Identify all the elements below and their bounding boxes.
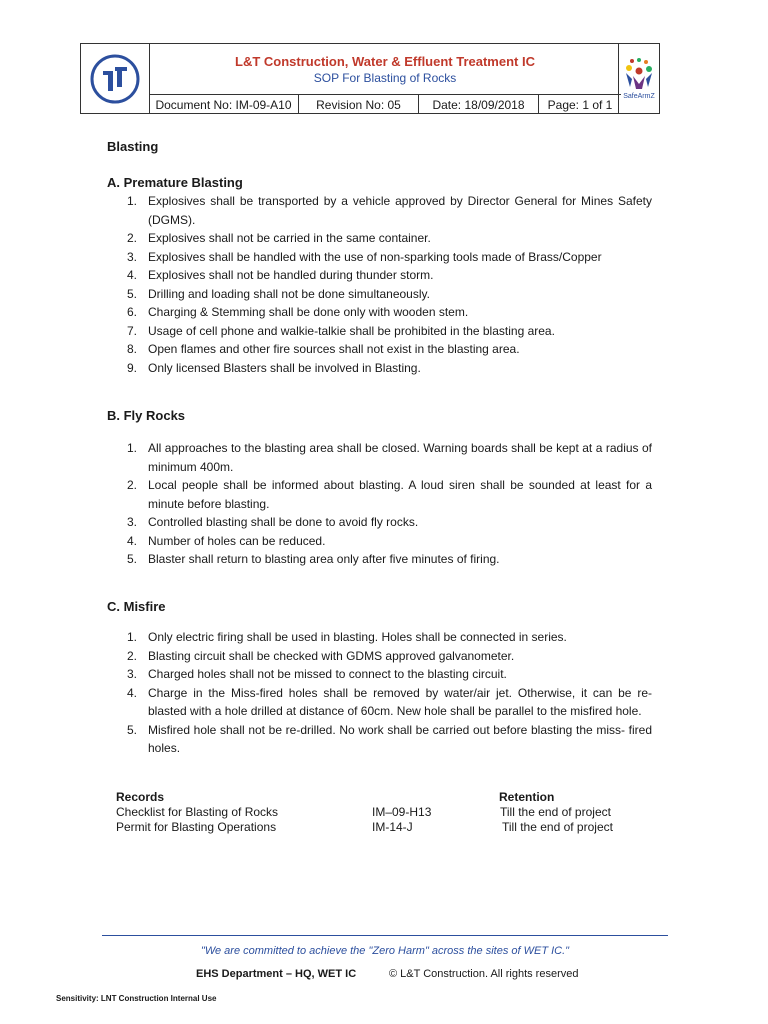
list-item: 5. Drilling and loading shall not be done simultaneously. (127, 286, 430, 301)
safearmz-figures-icon (622, 57, 656, 91)
footer-slogan: "We are committed to achieve the "Zero Harm" across the sites of WET IC." (200, 945, 570, 957)
list-item: 4. Explosives shall not be handled during thunder storm. (127, 268, 434, 282)
record-retention: Till the end of project (502, 820, 613, 834)
footer-department: EHS Department – HQ, WET IC (196, 968, 357, 980)
list-item: 3. Explosives shall be handled with the use of non-sparking tools made of Brass/Copper (127, 249, 602, 264)
list-item: 2. Explosives shall not be carried in the same container. (127, 231, 431, 245)
page-number: Page: 1 of 1 (547, 97, 613, 112)
record-name: Checklist for Blasting of Rocks (116, 805, 279, 819)
list-item: 4. Charge in the Miss-fired holes shall be removed by water/air jet. Otherwise, it can be re- blasted with a hole drilled at distance of 60cm. New hole shall be parallel to the misfired hole. (127, 685, 652, 718)
lt-logo (81, 44, 150, 113)
section-a-title: A. Premature Blasting (107, 175, 243, 190)
record-code: IM–09-H13 (372, 805, 432, 819)
record-name: Permit for Blasting Operations (116, 820, 277, 834)
document-meta-row (149, 94, 621, 114)
list-item: 2. Local people shall be informed about blasting. A loud siren shall be sounded at least for a minute before blasting. (127, 478, 652, 511)
list-item: 2. Blasting circuit shall be checked with GDMS approved galvanometer. (127, 648, 515, 663)
safearmz-logo (618, 44, 659, 113)
sop-title: SOP For Blasting of Rocks (313, 71, 457, 85)
sensitivity-label: Sensitivity: LNT Construction Internal Use (56, 994, 217, 1003)
section-c-title: C. Misfire (107, 599, 166, 614)
footer-divider (102, 935, 668, 936)
list-item: 5. Misfired hole shall not be re-drilled. No work shall be carried out before blasting the miss- fired holes. (127, 722, 652, 755)
record-retention: Till the end of project (500, 805, 611, 819)
document-number: Document No: IM-09-A10 (149, 95, 299, 114)
records-header: Records (116, 790, 165, 804)
lt-logo-icon (89, 53, 141, 105)
list-item: 1. All approaches to the blasting area shall be closed. Warning boards shall be kept at a radius of minimum 400m. (127, 441, 652, 474)
list-item: 3. Controlled blasting shall be done to avoid fly rocks. (127, 515, 419, 529)
footer-rights: © L&T Construction. All rights reserved (389, 968, 579, 980)
main-heading: Blasting (107, 139, 159, 154)
record-code: IM-14-J (372, 820, 413, 834)
list-item: 6. Charging & Stemming shall be done only with wooden stem. (127, 305, 469, 319)
list-item: 8. Open flames and other fire sources shall not exist in the blasting area. (127, 342, 520, 356)
section-b-title: B. Fly Rocks (107, 408, 186, 423)
section-c-list (107, 628, 652, 758)
list-item: 3. Charged holes shall not be missed to connect to the blasting circuit. (127, 667, 507, 681)
list-item: 9. Only licensed Blasters shall be involved in Blasting. (127, 360, 421, 375)
safearmz-label: SafeArmZ (623, 93, 655, 100)
document-header (80, 43, 660, 114)
revision-number: Revision No: 05 (299, 95, 419, 114)
list-item: 7. Usage of cell phone and walkie-talkie shall be prohibited in the blasting area. (127, 323, 555, 338)
list-item: 1. Only electric firing shall be used in blasting. Holes shall be connected in series. (127, 630, 567, 644)
company-name: L&T Construction, Water & Effluent Treatment IC (235, 54, 535, 69)
list-item: 5. Blaster shall return to blasting area only after five minutes of firing. (127, 552, 500, 566)
list-item: 1. Explosives shall be transported by a vehicle approved by Director General for Mines Safety (DGMS). (127, 194, 652, 227)
list-item: 4. Number of holes can be reduced. (127, 533, 326, 548)
retention-header: Retention (499, 790, 555, 804)
section-a-list (107, 192, 652, 377)
section-b-list (107, 439, 652, 569)
document-date: Date: 18/09/2018 (419, 95, 539, 114)
title-block (149, 44, 621, 94)
